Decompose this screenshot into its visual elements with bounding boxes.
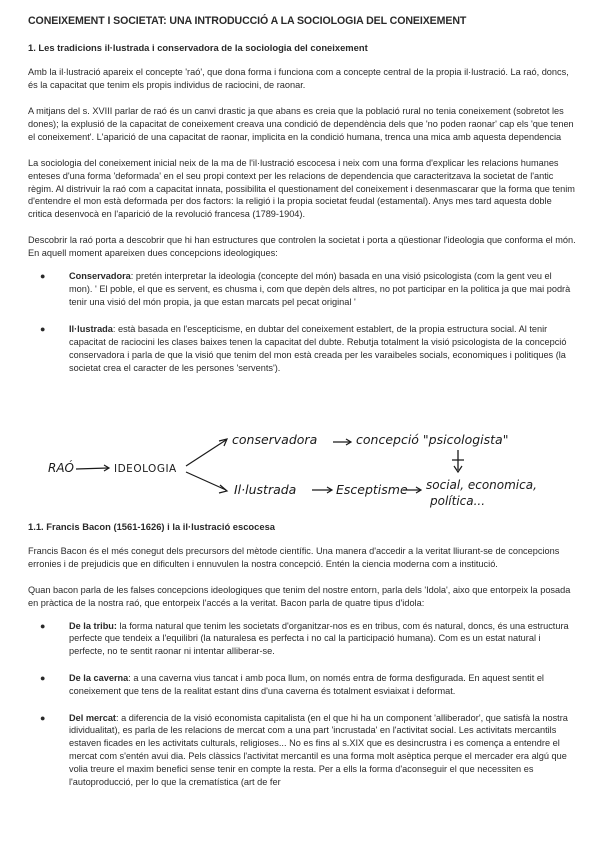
paragraph: Amb la il·lustració apareix el concepte 'raó', que dona forma i funciona com a concepte central de la propia il·lustració. La raó, doncs, és la capacitat que tenim els propis individus de raciocini, de raonar.: [28, 67, 569, 90]
bullet-icon: ●: [40, 271, 46, 282]
bullet-term: De la caverna: [69, 673, 129, 684]
arrow-icon: [76, 468, 108, 469]
branch-line-icon: [186, 472, 226, 490]
bullet-term: De la tribu:: [69, 620, 117, 631]
bullet-icon: ●: [40, 712, 46, 723]
section-1-heading: 1. Les tradicions il·lustrada i conservadora de la sociologia del coneixement: [28, 42, 368, 53]
sketch-concepcio: concepció "psicologista": [356, 432, 509, 447]
list-item: [28, 712, 576, 789]
idola-list: [28, 620, 576, 789]
cross-mark-icon: [452, 450, 464, 470]
paragraph: A mitjans del s. XVIII parlar de raó és un canvi drastic ja que abans es creia que la població rural no tenia coneixement (sobretot les dones); la explusió de la capacitat de coneixement creava una condició de dependència dels que 'no poden raonar' cap els 'que tenen el coneixement'. L'aparició de una capacitat de raonar, implicita en la condició humana, trenca una mica amb aquesta dependencia: [28, 106, 574, 142]
list-item: [28, 323, 576, 374]
branch-line-icon: [186, 440, 226, 466]
bullet-term: Il·lustrada: [69, 324, 113, 335]
paragraph: Francis Bacon és el més conegut dels precursors del mètode científic. Una manera d'accedir a la veritat lliurant-se de concepcions erronies i de prejudicis que en dificulten i ennuvulen la nostra concepció. Entén la ciencia moderna com a institució.: [28, 546, 560, 569]
list-item: [28, 270, 576, 308]
bullet-icon: ●: [40, 620, 46, 631]
bullet-text: la forma natural que tenim les societats d'organitzar-nos es en tribus, com és natural, doncs, és una estructura perfecte que tendeix a l'equilibri (la naturalesa es perfecta i no cal la participació humana). Com es un estat natural i perfecte, no te sentit raonar ni intentar alliberar-se.: [69, 620, 569, 657]
sketch-illustrada: Il·lustrada: [234, 482, 297, 497]
bullet-text: : a una caverna vius tancat i amb poca llum, on només entra de forma desfigurada. En aquest sentit el coneixement que tens de la realitat estant dins d'una caverna és totalment esviaixat i deformat.: [69, 673, 544, 696]
bullet-term: Conservadora: [69, 271, 131, 282]
section-1-1-heading: 1.1. Francis Bacon (1561-1626) i la il·lustració escocesa: [28, 521, 276, 532]
list-item: [28, 672, 576, 698]
sketch-conservadora: conservadora: [232, 432, 318, 447]
bullet-icon: ●: [40, 324, 46, 335]
sketch-social: social, economica,: [426, 478, 537, 492]
paragraph: Quan bacon parla de les falses concepcions ideologiques que tenim del nostre entorn, parla dels 'Idola', aixo que entorpeix la posada en pràctica de la nostra raó, que entorpeix l'accés a la veritat. Bacon parla de quatre tipus d'idola:: [28, 585, 571, 608]
bullet-term: Del mercat: [69, 712, 116, 723]
section-1-1: [28, 521, 576, 788]
document-page: [28, 15, 576, 375]
document-title: CONEIXEMENT I SOCIETAT: UNA INTRODUCCIÓ A LA SOCIOLOGIA DEL CONEIXEMENT: [28, 15, 467, 27]
bullet-text: : a diferencia de la visió economista capitalista (en el que hi ha un component 'alliberador', que satisfà la nostra idividualitat), es parla de les relacions de mercat com a una part 'incrustada' en l'activitat social. Les activitats mercantils estaven ficades en les activitats culturals, religioses... No es fins al s.XIX que es desincrustra i es comença a entendre el mercat com s'entén avui dia. Pels clàssics l'activitat mercantil es una forma molt asèptica perque el mercader era algú que volia treure el maxim benefici sense tenir en compte la resta. Per a ells la forma d'aconseguir el que necessiten es l'autoproducció, per lo que la crematística (art de fer: [69, 712, 568, 787]
sketch-rao: RAÓ: [48, 461, 74, 475]
handwritten-diagram: [28, 430, 576, 510]
sketch-esceptisme: Esceptisme: [336, 482, 408, 497]
bullet-text: : pretén interpretar la ideologia (concepte del món) basada en una visió psicologista (com la gent veu el mon). ' El poble, el que es servent, es chusma i, com que depèn dels altres, no pot participar en la politica ja que mai podrà tenir una visió del món propia, ja que estan marcats pel pecat original ': [69, 271, 571, 307]
bullet-text: : està basada en l'escepticisme, en dubtar del coneixement establert, de la propia estructura social. Al tenir capacitat de raciocini les clases baixes tenen la capacitat del dubte. Rebutja totalment la visió psicologista de la concepció conservadora i parla de que la visió que tenim del mon està creada per les varaibeles socials, economiques i politiques (la societat crea el caracter de les persones 'servents').: [69, 324, 567, 373]
paragraph: Descobrir la raó porta a descobrir que hi han estructures que controlen la societat i porta a qüestionar l'ideologia que conforma el món. En aquell moment apareixen dues concepcions ideologiques:: [28, 235, 576, 259]
sketch-politica: política...: [430, 494, 486, 508]
bullet-icon: ●: [40, 673, 46, 684]
list-item: [28, 620, 576, 658]
ideology-list: [28, 270, 576, 375]
paragraph: La sociologia del coneixement inicial neix de la ma de l'il·lustració escocesa i neix com una forma d'explicar les relacions humanes enteses d'una forma 'deformada' en el seu propi context per les relacions de dependencia que caracteritzava la societat de l'antic règim. Al distrivuir la raó com a capacitat innata, possibilita el questionament del coneixement i desenmascarar que la forma que tenim d'entendre el mon està deformada per dos factors: la religió i la propia societat feudal (estamental). Anys mes tard aquesta doble critica desenvocà en l'aparició de la revolució francesa (1789-1904).: [28, 157, 575, 220]
sketch-ideologia: IDEOLOGIA: [114, 463, 177, 475]
